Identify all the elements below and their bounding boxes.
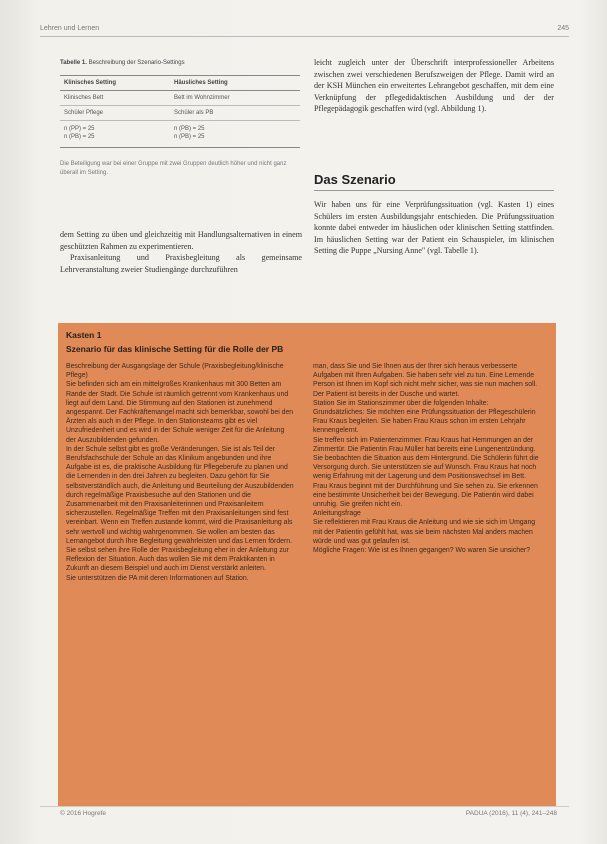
table-cell: Bett im Wohnzimmer bbox=[174, 95, 230, 101]
section-heading: Das Szenario bbox=[314, 172, 396, 187]
box-paragraph: Sie befinden sich am ein mittelgroßes Krankenhaus mit 300 Betten am Rande der Stadt. Die Schule ist räumlich getrennt vom Krankenhaus und liegt auf dem Land. Die Stimmung auf den Stationen ist zunehmend angespannt. Der Fachkräftemangel macht sich bemerkbar, sowohl bei den Ärzten als auch in der Pflege. In den Stationsteams gibt es viel Unzufriedenheit und es wird in der Schule weniger Zeit für die Anleitung der Auszubildenden gefunden. bbox=[66, 381, 294, 444]
section-heading-rule bbox=[314, 190, 554, 191]
footer-citation: PADUA (2016), 11 (4), 241–248 bbox=[465, 810, 557, 817]
header-rule bbox=[40, 36, 569, 37]
table-cell: Schüler Pflege bbox=[64, 110, 104, 116]
table-header-row bbox=[60, 75, 300, 91]
box-paragraph: Sie selbst sehen ihre Rolle der Praxisbegleitung eher in der Anleitung zur Reflexion der Situation. Auch das wollen Sie mit dem Praktikanten in Zukunft an diesem Beispiel und auch im Dienst verstärkt anleiten. bbox=[66, 547, 289, 573]
paragraph: Praxisanleitung und Praxisbegleitung als gemeinsame Lehrveranstaltung zweier Studiengänge durchzuführen bbox=[60, 253, 302, 274]
table-row bbox=[60, 91, 300, 106]
box-paragraph: Sie unterstützen die PA mit deren Informationen auf Station. bbox=[66, 574, 249, 582]
table-cell-line: n (PB) = 25 bbox=[174, 126, 205, 132]
table-cell: Klinisches Bett bbox=[64, 95, 104, 101]
box-paragraph: Sie reflektieren mit Frau Kraus die Anleitung und wie sie sich im Umgang mit der Patientin gefühlt hat, was sie beim nächsten Mal anders machen würde und was gut gelaufen ist. bbox=[313, 519, 536, 545]
box-paragraph: Beschreibung der Ausgangslage der Schule (Praxisbegleitung/klinische Pflege) bbox=[66, 363, 284, 380]
table-header-cell: Häusliches Setting bbox=[174, 80, 228, 86]
box-title: Kasten 1 bbox=[66, 330, 102, 340]
table-caption bbox=[60, 60, 300, 66]
running-header-left: Lehren und Lernen bbox=[40, 25, 100, 32]
settings-table bbox=[60, 75, 300, 148]
box-paragraph: Grundsätzliches: Sie möchten eine Prüfungssituation der Pflegeschülerin Frau Kraus begleiten. Sie haben Frau Kraus schon im ersten Lehrjahr kennengelernt. bbox=[313, 409, 536, 435]
left-column-text bbox=[60, 229, 302, 275]
table-header-cell: Klinisches Setting bbox=[64, 80, 117, 86]
box-paragraph: Anleitungsfrage bbox=[313, 510, 361, 518]
right-column-intro: leicht zugleich unter der Überschrift interprofessioneller Arbeitens zwischen zwei verschiedenen Berufszweigen der Pflege. Damit wird an der KSH München ein erweitertes Lehrangebot geschaffen, mit dem eine Verknüpfung der pflegedidaktischen Ausbildung und der der Pflegepädagogik geschaffen wird (vgl. Abbildung 1). bbox=[314, 58, 554, 114]
box-paragraph: Sie treffen sich im Patientenzimmer. Frau Kraus hat Hemmungen an der Zimmertür. Die Patientin Frau Müller hat bereits eine Lungenentzündung. bbox=[313, 436, 536, 453]
table-cell-line: n (PP) = 25 bbox=[64, 126, 95, 132]
footer-copyright: © 2016 Hogrefe bbox=[60, 810, 106, 817]
box-paragraph: Frau Kraus beginnt mit der Durchführung und Sie sehen zu. Sie erkennen eine bestimmte Unsicherheit bei der Bewegung. Die Patientin wird dabei unruhig. Sie greifen nicht ein. bbox=[313, 482, 538, 509]
paragraph: dem Setting zu üben und gleichzeitig mit Handlungsalternativen in einem geschützten Rahmen zu experimentieren. bbox=[60, 230, 302, 251]
table-caption-label: Tabelle 1. bbox=[60, 60, 87, 66]
table-cell bbox=[174, 125, 300, 141]
table-row bbox=[60, 121, 300, 148]
box-paragraph: Station Sie im Stationszimmer über die folgenden Inhalte: bbox=[313, 399, 489, 407]
footer-rule bbox=[40, 806, 569, 807]
table-cell-line: n (PB) = 25 bbox=[174, 134, 205, 140]
table-cell bbox=[60, 125, 174, 141]
box-right-column bbox=[313, 362, 543, 555]
right-column-scenario: Wir haben uns für eine Verprüfungssituation (vgl. Kasten 1) eines Schülers im ersten Ausbildungsjahr entschieden. Die Prüfungssituation konnte dabei entweder im häuslichen oder klinischen Setting stattfinden. Im häuslichen Setting war der Patient ein Schauspieler, im klinischen Setting die Puppe „Nursing Anne" (vgl. Tabelle 1). bbox=[314, 200, 554, 256]
page-number: 245 bbox=[557, 25, 569, 32]
box-left-column bbox=[66, 362, 296, 583]
table-cell: Schüler als PB bbox=[174, 110, 214, 116]
table-cell-line: n (PB) = 25 bbox=[64, 134, 95, 140]
table-row bbox=[60, 106, 300, 121]
table-note: Die Beteiligung war bei einer Gruppe mit zwei Gruppen deutlich höher und nicht ganz überall im Setting. bbox=[60, 161, 287, 176]
box-paragraph: man, dass Sie und Sie Ihnen aus der Ihrer sich heraus verbesserte Aufgaben mit Ihren Aufgaben. Sie haben sehr viel zu tun. Eine Lernende Person ist Ihnen im Kopf sich nicht mehr sicher, was sie nun machen soll. Der Patient ist bereits in der Dusche und wartet. bbox=[313, 363, 538, 398]
table-caption-text: Beschreibung der Szenario-Settings bbox=[86, 60, 185, 66]
box-paragraph: In der Schule selbst gibt es große Veränderungen. Sie ist als Teil der Berufsfachschule der Schule an das Klinikum angebunden und ihre Aufgabe ist es, die praktische Ausbildung für Pflegeberufe zu planen und die Lernenden in den drei Jahren zu begleiten. Dazu gehört für Sie selbstverständlich auch, die Anleitung und Beurteilung der Auszubildenden durch regelmäßige Praxisbesuche auf den Stationen und die Zusammenarbeit mit den Praxisanleiterinnen und Praxisanleitern sicherzustellen. Regelmäßige Treffen mit den Praxisanleitungen sind fest vereinbart. Wenn ein Treffen zustande kommt, wird die Praxisanleitung als sehr wertvoll und wichtig wahrgenommen. Sie wollen am besten das Lernangebot durch Ihre Begleitung gewährleisten und das Lernen fördern. bbox=[66, 445, 294, 545]
box-paragraph: Sie beobachten die Situation aus dem Hintergrund. Die Schülerin führt die Versorgung durch. Sie unterstützen sie auf Wunsch. Frau Kraus hat noch wenig Erfahrung mit der Lagerung und dem Positionswechsel im Bett. bbox=[313, 455, 539, 481]
box-subtitle: Szenario für das klinische Setting für die Rolle der PB bbox=[66, 344, 284, 354]
box-paragraph: Mögliche Fragen: Wie ist es Ihnen gegangen? Wo waren Sie unsicher? bbox=[313, 547, 531, 555]
